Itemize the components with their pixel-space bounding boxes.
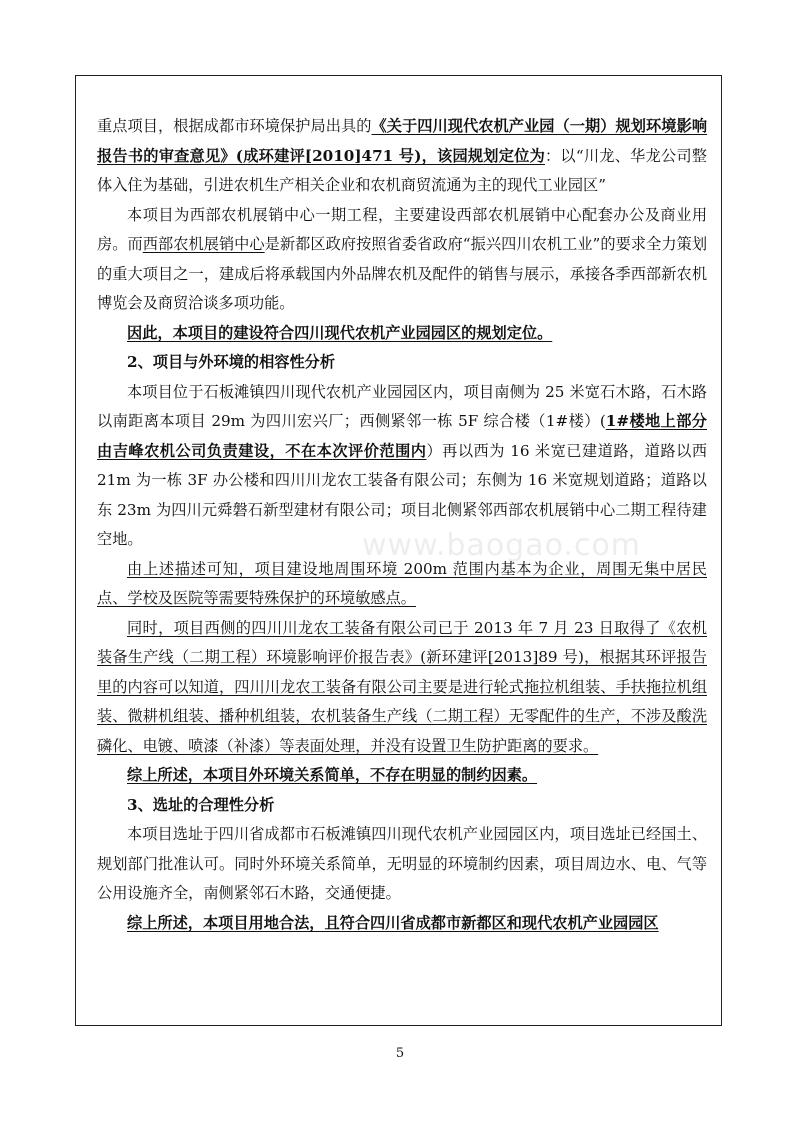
- p1-text-c: ：以“川龙、华龙公司整体入住为基础，引进农机生产相关企业和农机商贸流通为主的现代工业园区”: [97, 146, 707, 194]
- paragraph-8: [97, 820, 707, 909]
- paragraph-6: [97, 614, 707, 762]
- paragraph-3: [97, 319, 707, 349]
- page-number: 5: [395, 1046, 405, 1061]
- paragraph-5: [97, 555, 707, 614]
- p2-text-a: 本项目为西部农机展销中心一期工程，主要建设西部农机展销中心配套办公及商业用房。而: [97, 205, 707, 253]
- paragraph-7: [97, 761, 707, 791]
- p4-text-c: ）再以西为 16 米宽已建道路，道路以西 21m 为一栋 3F 办公楼和四川川龙农工装备有限公司；东侧为 16 米宽规划道路；道路以东 23m 为四川元舜磐石新型建材有限公司；项目北侧紧邻西部农机展销中心二期工程待建空地。: [97, 441, 708, 548]
- paragraph-2: [97, 201, 707, 319]
- p1-text-a: 重点项目，根据成都市环境保护局出具的: [97, 117, 372, 135]
- p4-text-b: 1#楼地上部分由吉峰农机公司负责建设，不在本次评价范围内: [97, 412, 707, 460]
- p2-text-b: 西部农机展销中心: [142, 235, 265, 253]
- p9-text: 综上所述，本项目用地合法，且符合四川省成都市新都区和现代农机产业园园区: [127, 913, 659, 932]
- p6-text: 同时，项目西侧的四川川龙农工装备有限公司已于 2013 年 7 月 23 日取得了《农机装备生产线（二期工程）环境影响评价报告表》(新环建评[2013]89 号)，根据其环评报告里的内容可以知道，四川川龙农工装备有限公司主要是进行轮式拖拉机组装、手扶拖拉机组装、微耕机组装、播种机组装，农机装备生产线（二期工程）无零配件的生产，不涉及酸洗磷化、电镀、喷漆（补漆）等表面处理，并没有设置卫生防护距离的要求。: [97, 618, 707, 755]
- p3-text: 因此，本项目的建设符合四川现代农机产业园园区的规划定位。: [127, 323, 553, 342]
- p7-text: 综上所述，本项目外环境关系简单，不存在明显的制约因素。: [127, 766, 538, 784]
- p4-text-a: 本项目位于石板滩镇四川现代农机产业园园区内，项目南侧为 25 米宽石木路，石木路以南距离本项目 29m 为四川宏兴厂；西侧紧邻一栋 5F 综合楼（1#楼）(: [97, 382, 707, 430]
- paragraph-1: [97, 112, 707, 201]
- section-heading-3: 3、选址的合理性分析: [127, 795, 275, 814]
- section-heading-2: 2、项目与外环境的相容性分析: [127, 353, 336, 371]
- document-body: [97, 112, 707, 938]
- paragraph-9: [97, 909, 707, 939]
- watermark: www.baogao.com: [362, 528, 642, 563]
- p5-text: 由上述描述可知，项目建设地周围环境 200m 范围内基本为企业，周围无集中居民点、学校及医院等需要特殊保护的环境敏感点。: [97, 559, 707, 607]
- p8-text: 本项目选址于四川省成都市石板滩镇四川现代农机产业园园区内，项目选址已经国土、规划部门批准认可。同时外环境关系简单，无明显的环境制约因素，项目周边水、电、气等公用设施齐全，南侧紧邻石木路，交通便捷。: [97, 825, 707, 902]
- paragraph-4: [97, 378, 707, 555]
- p1-text-b: 《关于四川现代农机产业园（一期）规划环境影响报告书的审查意见》(成环建评[2010]471 号)，该园规划定位为: [97, 117, 708, 165]
- p2-text-c: 是新都区政府按照省委省政府“振兴四川农机工业”的要求全力策划的重大项目之一，建成后将承载国内外品牌农机及配件的销售与展示，承接各季西部新农机博览会及商贸洽谈多项功能。: [97, 235, 708, 312]
